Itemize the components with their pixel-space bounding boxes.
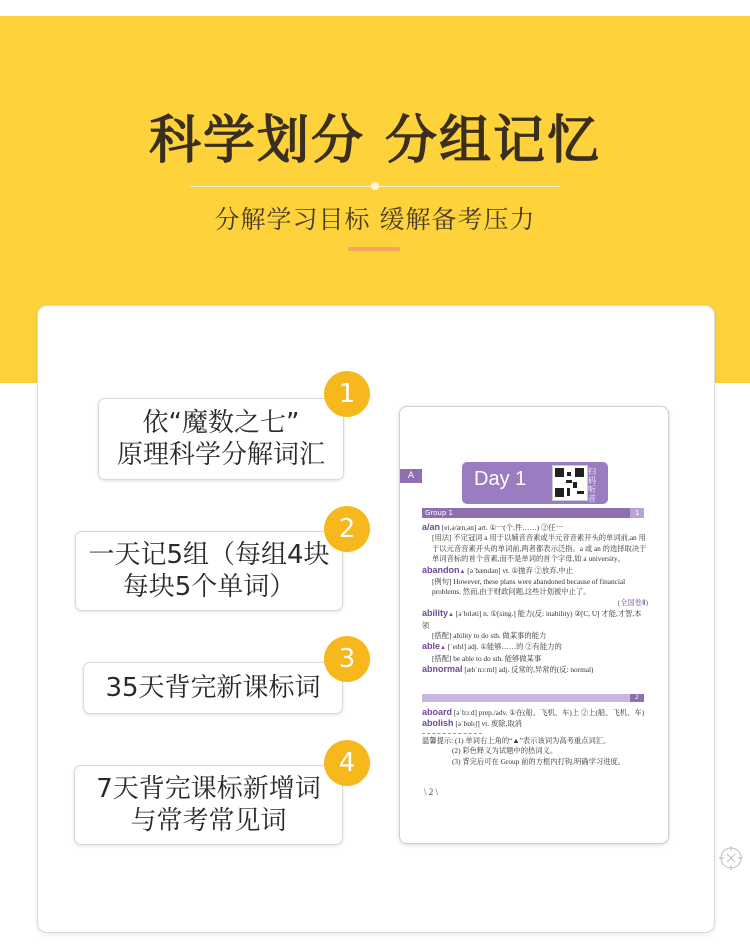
feature-box-1 [98,398,344,480]
accent-bar [348,247,400,251]
page-title: 科学划分 分组记忆 [148,111,602,171]
book-page-preview [399,406,669,844]
entry: aboard [əˈbɔːd] prep./adv. ①在(船、飞机、车)上 ②上(船、飞机、车) [422,707,645,717]
tip: (2) 彩色释义为试题中的热词义。 [452,746,558,756]
day-banner [462,462,608,504]
qr-code-icon [552,465,588,501]
tips-title: 温馨提示: [422,735,454,745]
entry: [搭配] ability to do sth. 做某事的能力 [432,631,547,641]
entry: abandon▲ [əˈbændən] vt. ①抛弃 ②放弃,中止 [422,564,573,575]
scan-text: 扫码听音 [588,467,596,503]
feature-1-line1: 依“魔数之七” [142,408,300,438]
entry: able▲ [ˈeɪbl] adj. ①能够……的 ②有能力的 [422,641,562,652]
tips-divider [422,733,482,734]
compass-icon [718,845,744,871]
entry: abnormal [æbˈnɔːml] adj. 反常的,异常的(反: normal) [422,664,594,675]
page-subtitle: 分解学习目标 缓解备考压力 [214,205,536,234]
group-divider-bar [422,694,644,702]
tip: (1) 单词右上角的“▲”表示该词为高考重点词汇。 [455,735,611,745]
top-strip [0,0,750,16]
entry: a/an [ei,ə/æn,ən] art. ①一(个,件……) ②任一 [422,522,563,532]
page-number: \ 2 \ [424,787,439,797]
tip: (3) 背完后可在 Group 前的方框内打钩,明确学习进度。 [452,756,626,766]
group-index-2: 2 [630,694,644,702]
feature-3-line1: 35天背完新课标词 [105,673,321,703]
feature-badge-4: 4 [324,740,370,786]
feature-badge-3: 3 [324,636,370,682]
entry: [搭配] be able to do sth. 能够做某事 [432,653,542,663]
feature-2-line2: 每块5个单词） [122,572,296,602]
feature-4-line2: 与常考常见词 [130,806,287,836]
feature-box-4 [74,765,343,845]
divider-dot [371,182,379,190]
feature-1-line2: 原理科学分解词汇 [116,440,325,470]
letter-tab: A [400,469,422,483]
feature-box-2 [75,531,343,611]
entry-list [422,522,648,676]
entry: [例句] However, these plans were abandoned because of financial problems. 然而,由于财政问题,这些计划被中止了。 [432,577,626,597]
entry: [用法] 不定冠词 a 用于以辅音音素或半元音音素开头的单词前,an 用于以元音音素开头的单词前,两者都表示泛指。a 或 an 的选择取决于单词音标的首个音素,而不是单词的首个字母,如 a university。 [432,533,647,564]
group-label: Group 1 [425,509,453,517]
entry: ability▲ [əˈbɪləti] n. ①[sing.] 能力(反: inability) ②[C, U] 才能,才智,本领 [422,608,642,630]
tips-block [422,736,648,746]
entry: abolish [əˈbɒlɪʃ] vt. 废除,取消 [422,718,522,729]
group-bar [422,508,644,518]
feature-2-line1: 一天记5组（每组4块 [88,540,330,570]
feature-badge-1: 1 [324,371,370,417]
day-label: Day 1 [474,468,527,490]
feature-badge-2: 2 [324,506,370,552]
feature-box-3 [83,662,343,714]
group-index: 1 [630,508,644,518]
entry-list-2 [422,707,648,767]
entry-source: (全国卷Ⅱ) [617,597,648,607]
feature-4-line1: 7天背完课标新增词 [96,774,321,804]
